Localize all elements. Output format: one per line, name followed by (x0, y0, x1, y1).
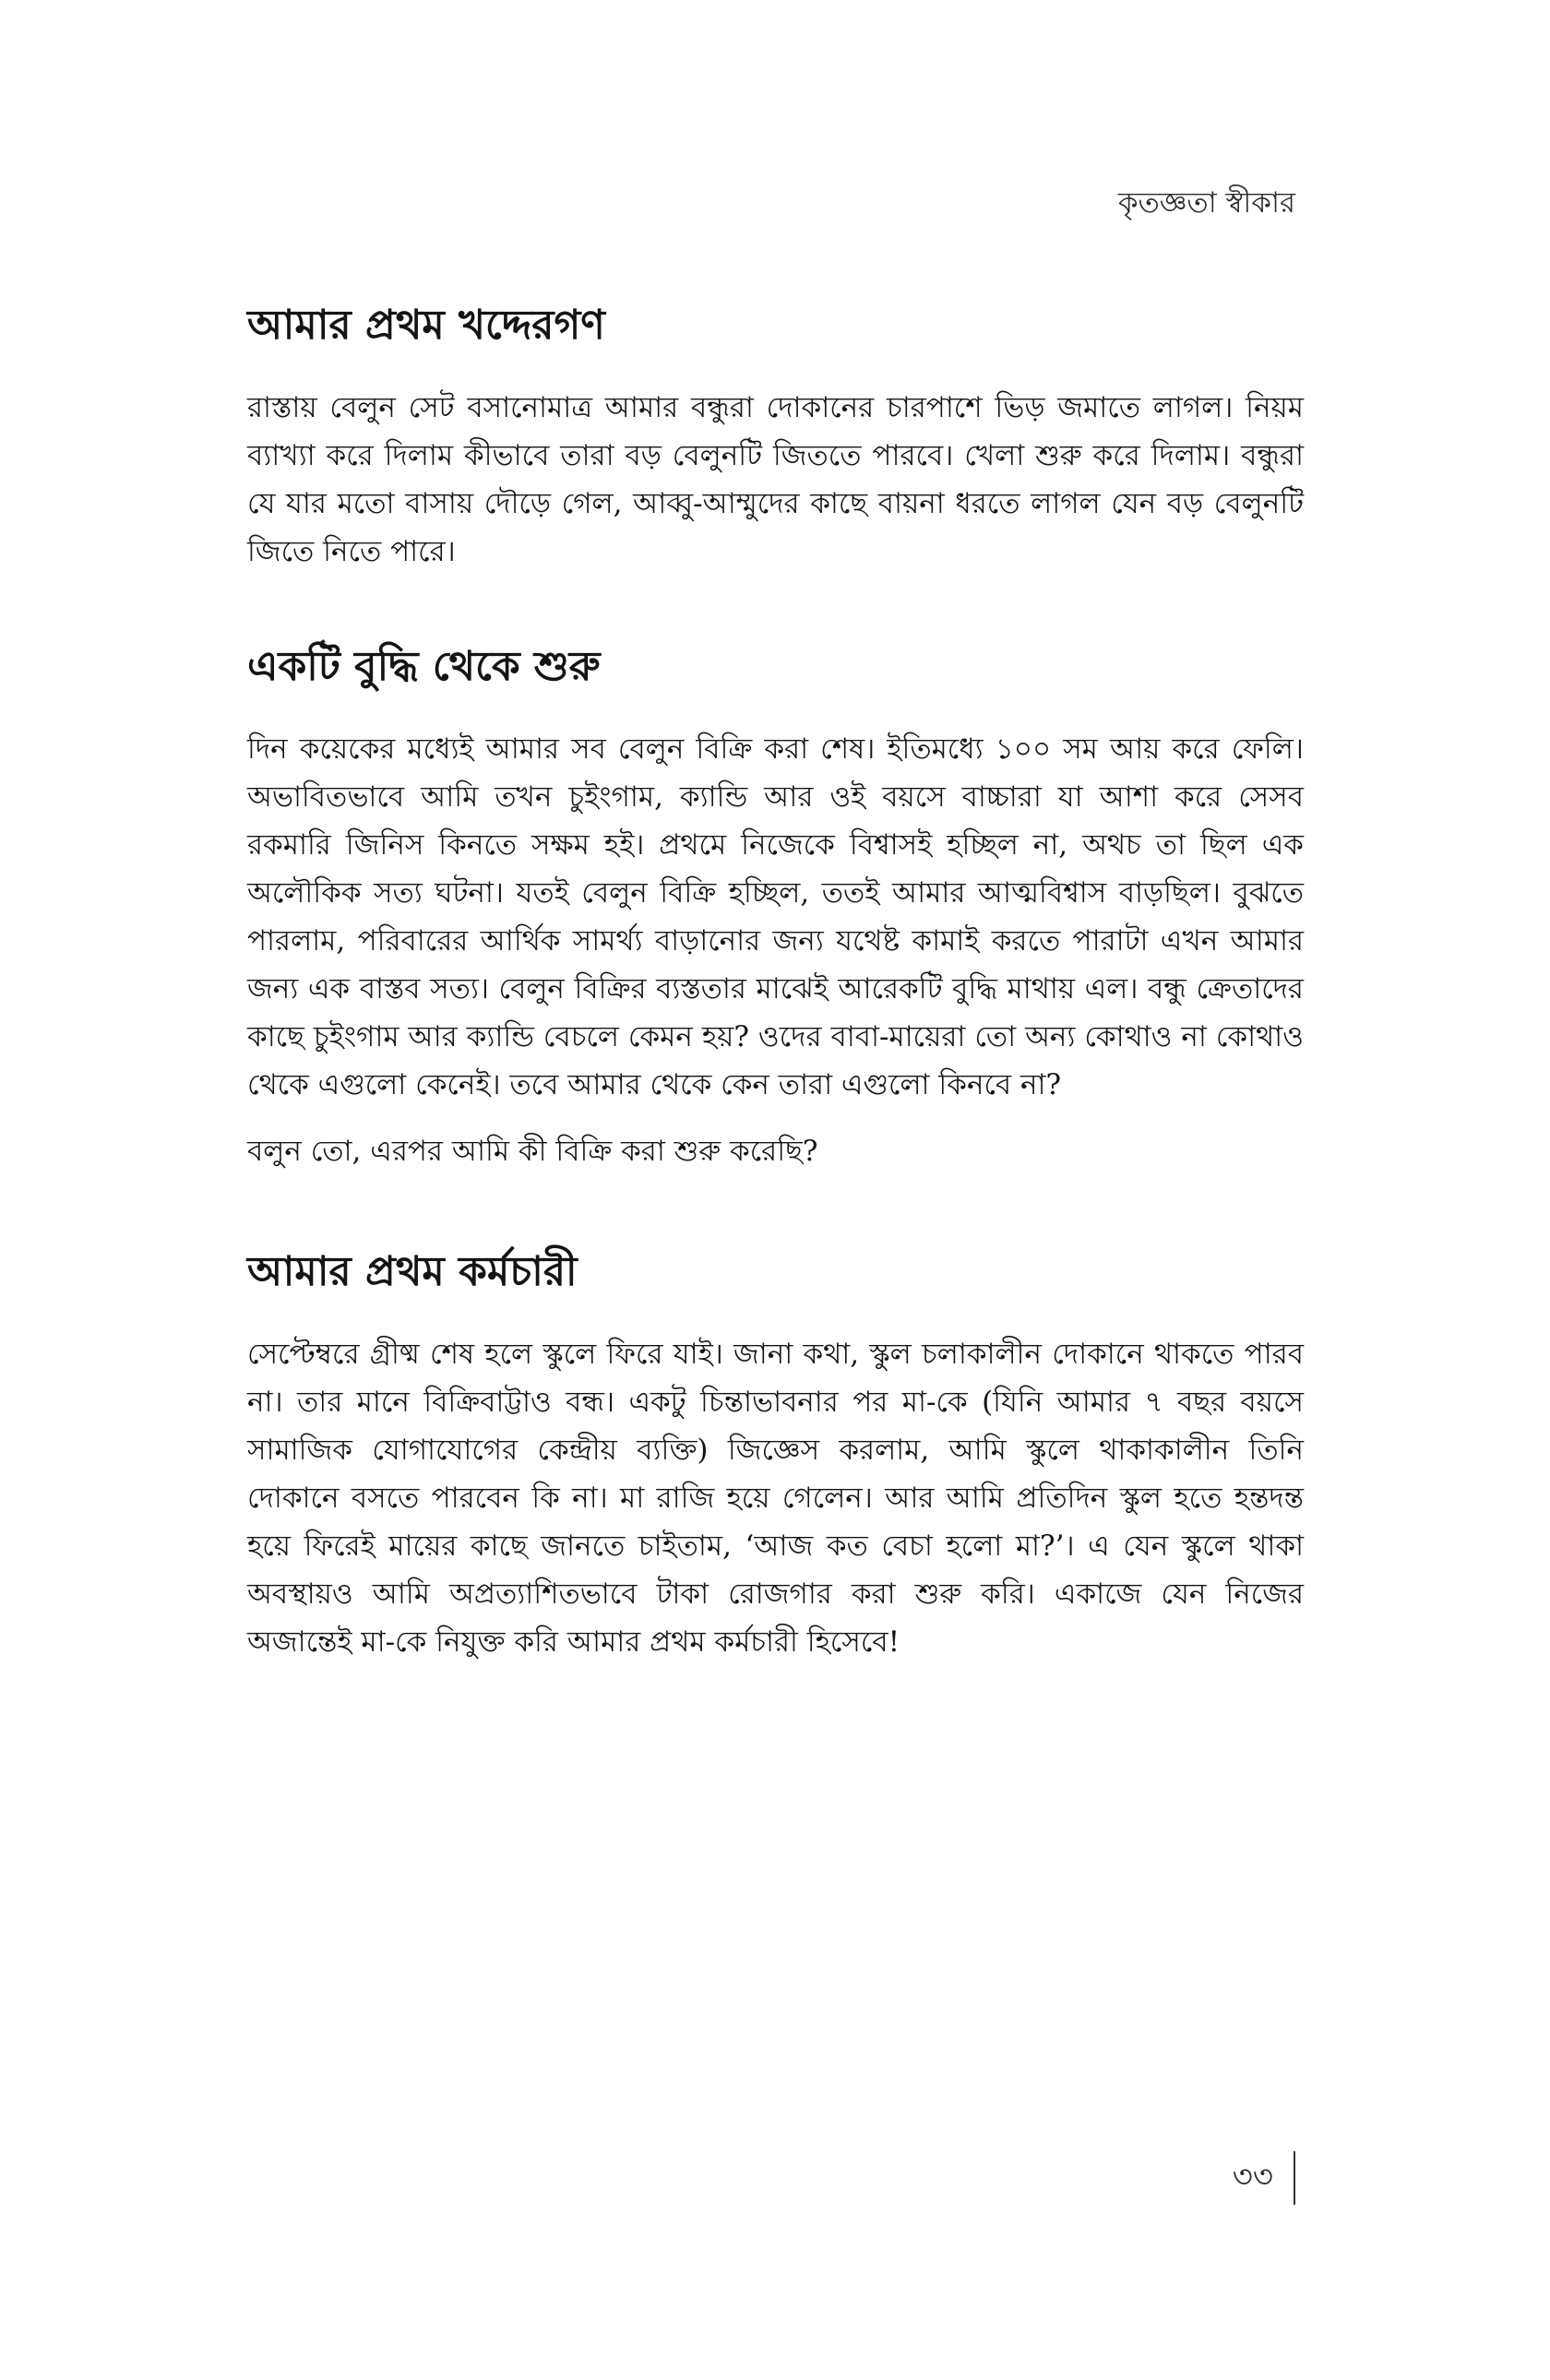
section-heading: একটি বুদ্ধি থেকে শুরু (247, 643, 601, 690)
paragraph: দিন কয়েকের মধ্যেই আমার সব বেলুন বিক্রি করা শেষ। ইতিমধ্যে ১০০ সম আয় করে ফেলি। অভাবিতভাবে আমি তখন চুইংগাম, ক্যান্ডি আর ওই বয়সে বাচ্চারা যা আশা করে সেসব রকমারি জিনিস কিনতে সক্ষম হই। প্রথমে নিজেকে বিশ্বাসই হচ্ছিল না, অথচ তা ছিল এক অলৌকিক সত্য ঘটনা। যতই বেলুন বিক্রি হচ্ছিল, ততই আমার আত্মবিশ্বাস বাড়ছিল। বুঝতে পারলাম, পরিবারের আর্থিক সামর্থ্য বাড়ানোর জন্য যথেষ্ট কামাই করতে পারাটা এখন আমার জন্য এক বাস্তব সত্য। বেলুন বিক্রির ব্যস্ততার মাঝেই আরেকটি বুদ্ধি মাথায় এল। বন্ধু ক্রেতাদের কাছে চুইংগাম আর ক্যান্ডি বেচলে কেমন হয়? ওদের বাবা-মায়েরা তো অন্য কোথাও না কোথাও থেকে এগুলো কেনেই। তবে আমার থেকে কেন তারা এগুলো কিনবে না? (247, 732, 1304, 1101)
paragraph: বলুন তো, এরপর আমি কী বিক্রি করা শুরু করেছি? (247, 1135, 818, 1168)
section-heading: আমার প্রথম কর্মচারী (247, 1248, 578, 1295)
running-header: কৃতজ্ঞতা স্বীকার (1117, 186, 1295, 220)
section-first-customers (247, 293, 1304, 576)
paragraph: রাস্তায় বেলুন সেট বসানোমাত্র আমার বন্ধুরা দোকানের চারপাশে ভিড় জমাতে লাগল। নিয়ম ব্যাখ্যা করে দিলাম কীভাবে তারা বড় বেলুনটি জিততে পারবে। খেলা শুরু করে দিলাম। বন্ধুরা যে যার মতো বাসায় দৌড়ে গেল, আব্বু-আম্মুদের কাছে বায়না ধরতে লাগল যেন বড় বেলুনটি জিতে নিতে পারে। (247, 391, 1304, 568)
paragraph: সেপ্টেম্বরে গ্রীষ্ম শেষ হলে স্কুলে ফিরে যাই। জানা কথা, স্কুল চলাকালীন দোকানে থাকতে পারব না। তার মানে বিক্রিবাট্টাও বন্ধ। একটু চিন্তাভাবনার পর মা-কে (যিনি আমার ৭ বছর বয়সে সামাজিক যোগাযোগের কেন্দ্রীয় ব্যক্তি) জিজ্ঞেস করলাম, আমি স্কুলে থাকাকালীন তিনি দোকানে বসতে পারবেন কি না। মা রাজি হয়ে গেলেন। আর আমি প্রতিদিন স্কুল হতে হন্তদন্ত হয়ে ফিরেই মায়ের কাছে জানতে চাইতাম, ‘আজ কত বেচা হলো মা?’। এ যেন স্কুলে থাকা অবস্থায়ও আমি অপ্রত্যাশিতভাবে টাকা রোজগার করা শুরু করি। একাজে যেন নিজের অজান্তেই মা-কে নিযুক্ত করি আমার প্রথম কর্মচারী হিসেবে! (247, 1338, 1304, 1659)
page-body (247, 293, 1304, 1666)
section-an-idea (247, 635, 1304, 1175)
section-heading: আমার প্রথম খদ্দেরগণ (247, 302, 605, 349)
page-number: ৩৩ (1232, 2159, 1273, 2196)
page-number-rule (1294, 2151, 1295, 2205)
section-first-employee (247, 1240, 1304, 1666)
